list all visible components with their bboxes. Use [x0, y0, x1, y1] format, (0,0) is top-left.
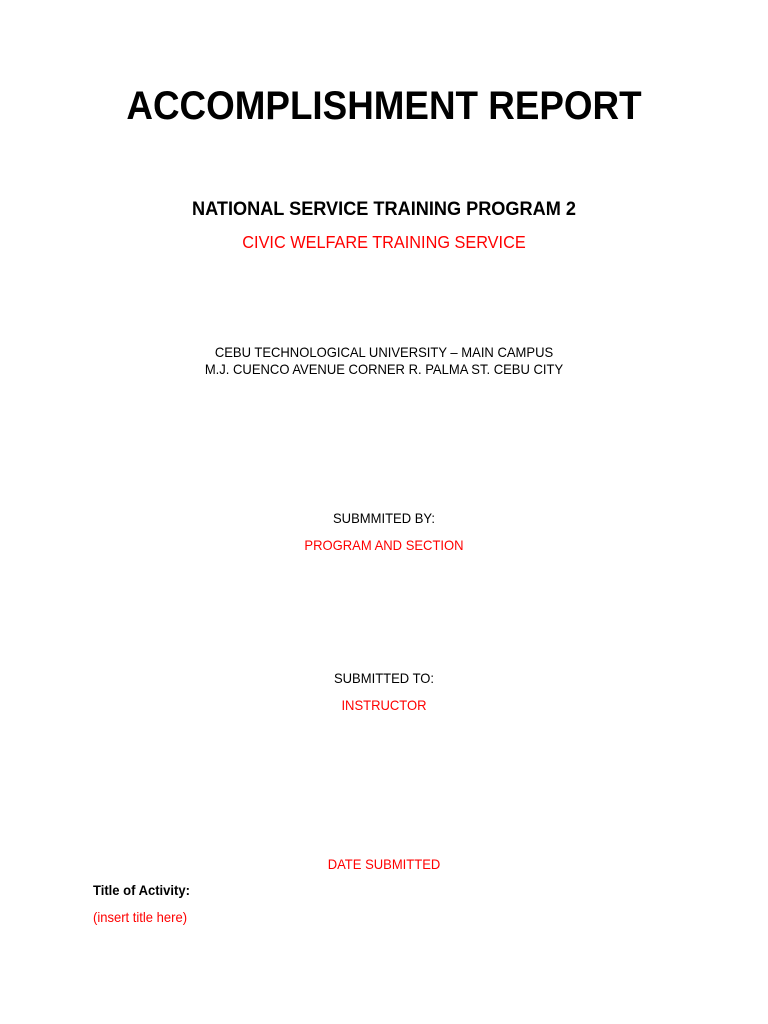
service-name: CIVIC WELFARE TRAINING SERVICE — [242, 232, 526, 252]
program-title: NATIONAL SERVICE TRAINING PROGRAM 2 — [192, 198, 576, 220]
activity-title-label: Title of Activity: — [93, 882, 190, 898]
submitted-by-value: PROGRAM AND SECTION — [304, 537, 464, 553]
report-title: ACCOMPLISHMENT REPORT — [126, 84, 642, 128]
submitted-by-label: SUBMMITED BY: — [332, 510, 436, 526]
school-address: M.J. CUENCO AVENUE CORNER R. PALMA ST. CEBU CITY — [204, 361, 564, 377]
date-submitted: DATE SUBMITTED — [327, 856, 441, 872]
submitted-to-value: INSTRUCTOR — [341, 697, 427, 713]
school-name: CEBU TECHNOLOGICAL UNIVERSITY – MAIN CAMPUS — [214, 344, 554, 360]
submitted-to-label: SUBMITTED TO: — [333, 670, 435, 686]
activity-title-value: (insert title here) — [93, 909, 188, 925]
